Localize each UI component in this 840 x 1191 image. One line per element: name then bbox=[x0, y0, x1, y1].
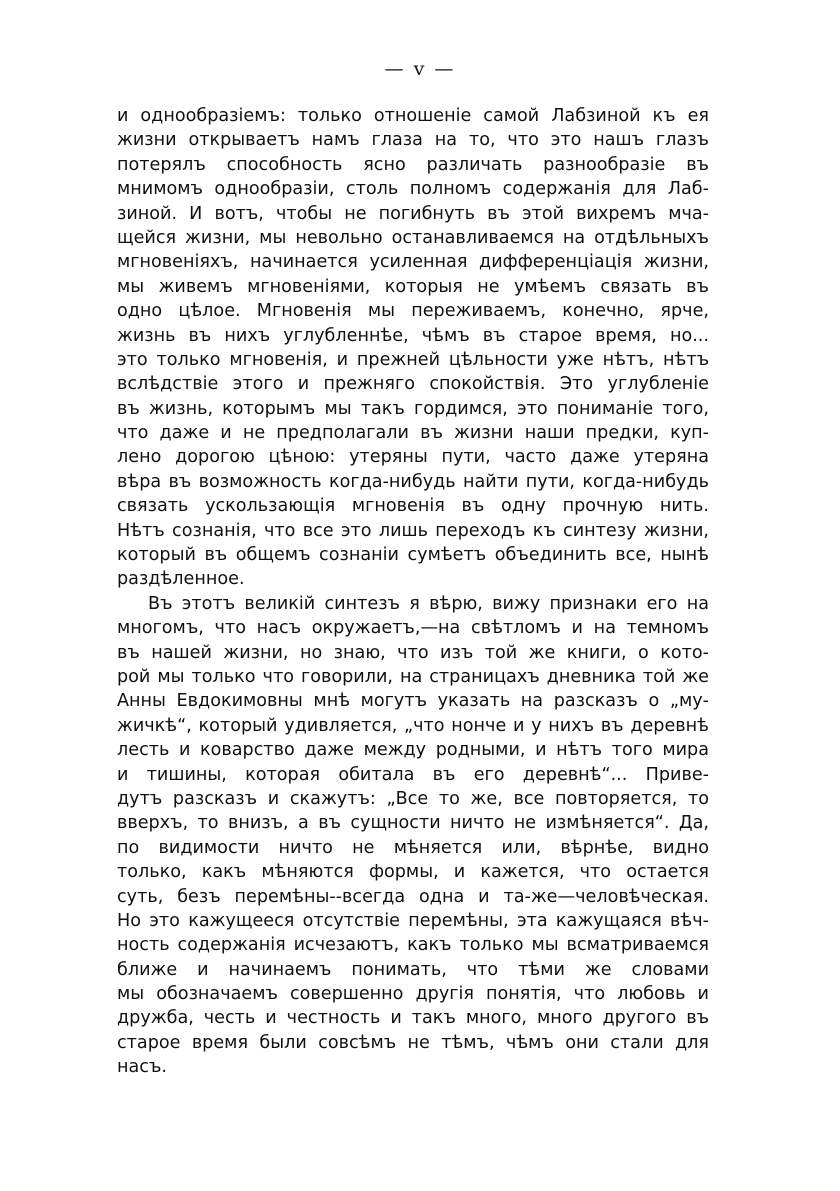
text-line: вверхъ, то внизъ, а въ сущности ничто не измѣняется“. Да, bbox=[117, 813, 709, 834]
text-line: мгновеніяхъ, начинается усиленная дифференціація жизни, bbox=[117, 252, 709, 273]
text-line: Но это кажущееся отсутствіе перемѣны, эта кажущаяся вѣч- bbox=[117, 910, 709, 931]
text-line: вслѣдствіе этого и прежняго спокойствія. Это углубленіе bbox=[117, 374, 709, 395]
text-line: что даже и не предполагали въ жизни наши предки, куп- bbox=[117, 423, 709, 444]
text-line: рой мы только что говорили, на страницахъ дневника той же bbox=[117, 666, 709, 687]
text-line: и тишины, которая обитала въ его деревнѣ“... Приве- bbox=[117, 764, 709, 785]
page-number-header: — v — bbox=[384, 58, 456, 80]
text-line: потерялъ способность ясно различать разнообразіе въ bbox=[117, 154, 709, 175]
text-line: Нѣтъ сознанія, что все это лишь переходъ къ синтезу жизни, bbox=[117, 520, 709, 541]
text-line: дружба, честь и честность и такъ много, много другого въ bbox=[117, 1008, 709, 1029]
text-line: мнимомъ однообразіи, столь полномъ содержанія для Лаб- bbox=[117, 179, 709, 200]
body-text bbox=[117, 104, 709, 1080]
text-line: вѣра въ возможность когда-нибудь найти пути, когда-нибудь bbox=[117, 471, 709, 492]
text-line: лено дорогою цѣною: утеряны пути, часто даже утеряна bbox=[117, 447, 709, 468]
text-line: дутъ разсказъ и скажутъ: „Все то же, все повторяется, то bbox=[117, 788, 709, 809]
text-line: связать ускользающія мгновенія въ одну прочную нить. bbox=[117, 496, 709, 517]
text-line: многомъ, что насъ окружаетъ,—на свѣтломъ и на темномъ bbox=[117, 618, 709, 639]
text-line: жизнь въ нихъ углубленнѣе, чѣмъ въ старое время, но... bbox=[117, 325, 709, 346]
text-line: мы живемъ мгновеніями, которыя не умѣемъ связать въ bbox=[117, 276, 709, 297]
text-line: ближе и начинаемъ понимать, что тѣми же словами bbox=[117, 959, 709, 980]
text-line: который въ общемъ сознаніи сумѣетъ объединить все, нынѣ bbox=[117, 545, 709, 566]
text-line: Анны Евдокимовны мнѣ могутъ указать на разсказъ о „му- bbox=[117, 691, 709, 712]
text-line: раздѣленное. bbox=[117, 569, 245, 590]
text-line: только, какъ мѣняются формы, и кажется, что остается bbox=[117, 862, 709, 883]
text-line: насъ. bbox=[117, 1057, 167, 1078]
paragraph bbox=[117, 104, 709, 592]
text-line: жизни открываетъ намъ глаза на то, что это нашъ глазъ bbox=[117, 130, 709, 151]
text-line: въ жизнь, которымъ мы такъ гордимся, это пониманіе того, bbox=[117, 398, 709, 419]
text-line: и однообразіемъ: только отношеніе самой Лабзиной къ ея bbox=[117, 106, 709, 126]
text-line: жичкѣ“, который удивляется, „что нонче и у нихъ въ деревнѣ bbox=[117, 715, 709, 736]
text-line: зиной. И вотъ, чтобы не погибнуть въ этой вихремъ мча- bbox=[117, 203, 709, 224]
text-line: щейся жизни, мы невольно останавливаемся на отдѣльныхъ bbox=[117, 227, 709, 248]
text-line: лесть и коварство даже между родными, и нѣтъ того мира bbox=[117, 740, 709, 761]
text-line: суть, безъ перемѣны--всегда одна и та-же—человѣческая. bbox=[117, 886, 709, 907]
text-line: ность содержанія исчезаютъ, какъ только мы всматриваемся bbox=[117, 935, 709, 956]
text-line: Въ этотъ великій синтезъ я вѣрю, вижу признаки его на bbox=[148, 593, 709, 614]
text-line: это только мгновенія, и прежней цѣльности уже нѣтъ, нѣтъ bbox=[117, 349, 709, 370]
text-line: одно цѣлое. Мгновенія мы переживаемъ, конечно, ярче, bbox=[117, 301, 709, 322]
text-line: мы обозначаемъ совершенно другія понятія, что любовь и bbox=[117, 984, 709, 1005]
text-line: по видимости ничто не мѣняется или, вѣрнѣе, видно bbox=[117, 837, 709, 858]
paragraph bbox=[117, 592, 709, 1080]
text-line: въ нашей жизни, но знаю, что изъ той же книги, о кото- bbox=[117, 642, 709, 663]
text-line: старое время были совсѣмъ не тѣмъ, чѣмъ они стали для bbox=[117, 1032, 709, 1053]
